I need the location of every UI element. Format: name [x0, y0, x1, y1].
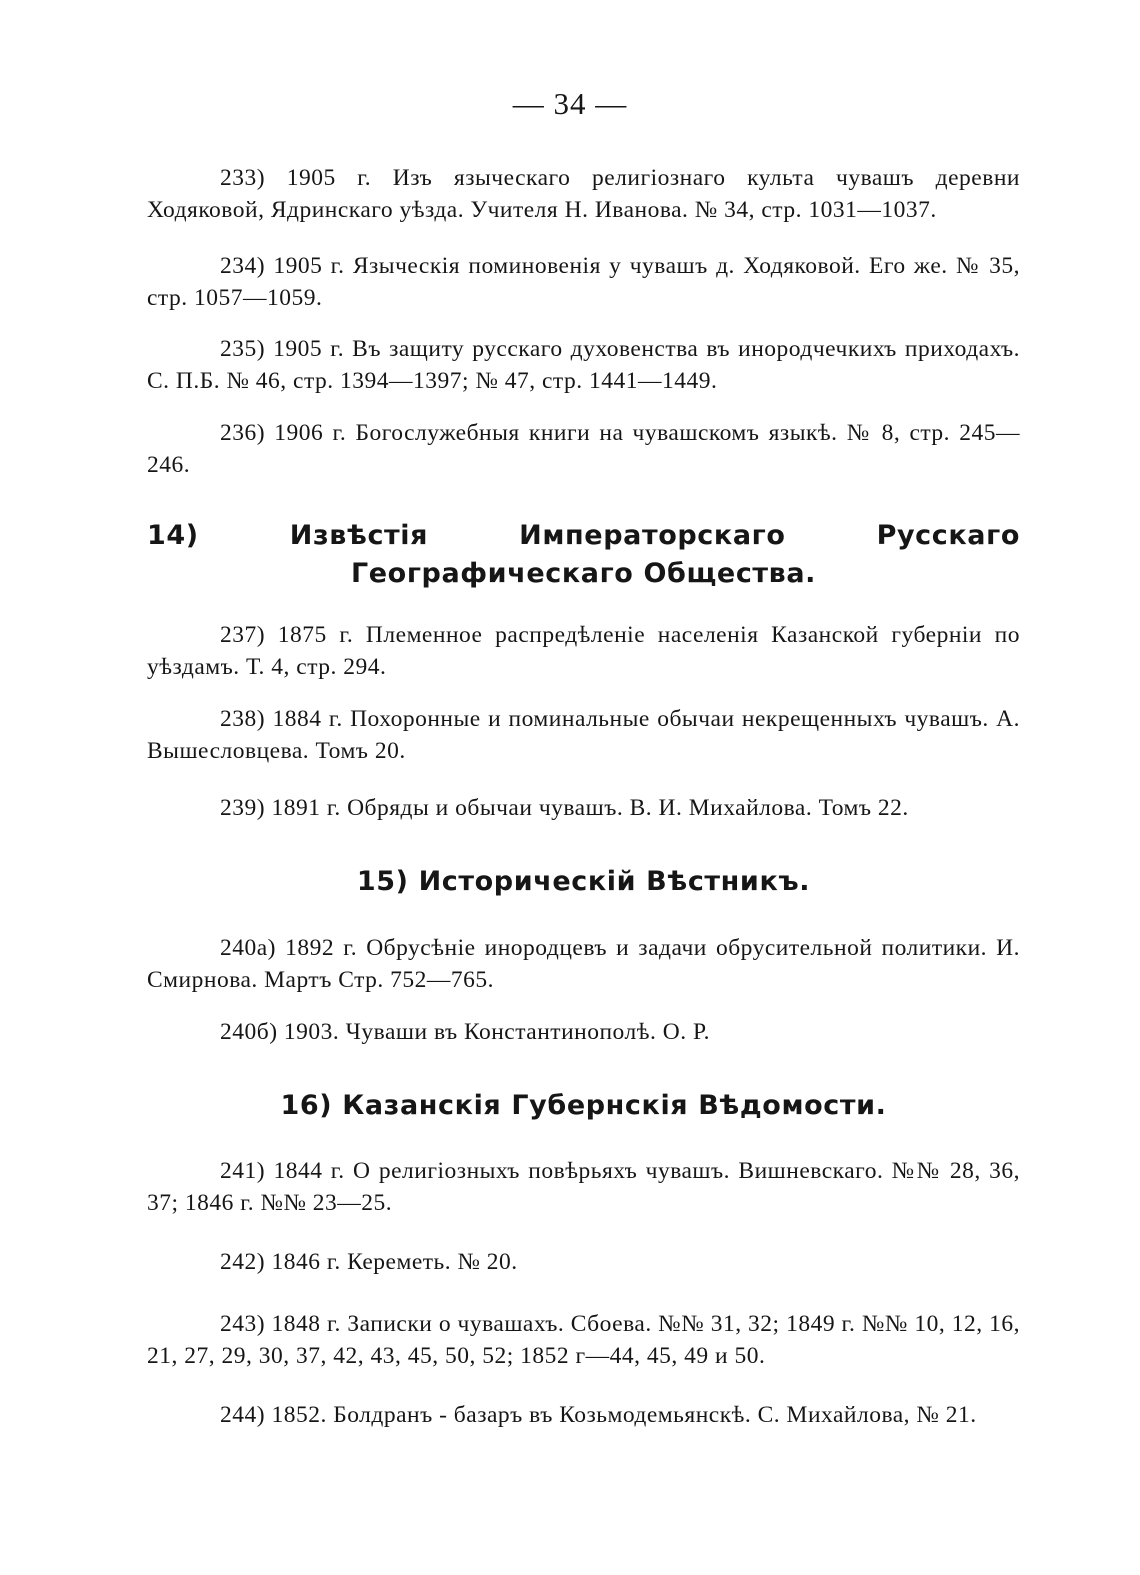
- bibliography-entry-234: 234) 1905 г. Языческія поминовенія у чувашъ д. Ходяковой. Его же. № 35, стр. 1057—1059.: [147, 253, 1020, 311]
- bibliography-entry-236: 236) 1906 г. Богослужебныя книги на чувашскомъ языкѣ. № 8, стр. 245—246.: [147, 420, 1020, 478]
- bibliography-entry-241: 241) 1844 г. О религіозныхъ повѣрьяхъ чувашъ. Вишневскаго. №№ 28, 36, 37; 1846 г. №№ 23—25.: [147, 1158, 1020, 1216]
- bibliography-entry-235: 235) 1905 г. Въ защиту русскаго духовенства въ инородчечкихъ приходахъ. С. П.Б. № 46, стр. 1394—1397; № 47, стр. 1441—1449.: [147, 336, 1020, 394]
- bibliography-entry-239: 239) 1891 г. Обряды и обычаи чувашъ. В. И. Михайлова. Томъ 22.: [220, 795, 909, 821]
- section-heading-14: 14) Извѣстія Императорскаго Русскаго Географическаго Общества.: [147, 520, 1020, 589]
- bibliography-entry-240a: 240а) 1892 г. Обрусѣніе инородцевъ и задачи обрусительной политики. И. Смирнова. Мартъ Стр. 752—765.: [147, 935, 1020, 993]
- page-number: — 34 —: [512, 86, 628, 121]
- bibliography-entry-237: 237) 1875 г. Племенное распредѣленіе населенія Казанской губерніи по уѣздамъ. Т. 4, стр. 294.: [147, 622, 1020, 680]
- bibliography-entry-244: 244) 1852. Болдранъ - базаръ въ Козьмодемьянскѣ. С. Михайлова, № 21.: [220, 1402, 977, 1428]
- bibliography-entry-233: 233) 1905 г. Изъ языческаго религіознаго культа чувашъ деревни Ходяковой, Ядринскаго уѣзда. Учителя Н. Иванова. № 34, стр. 1031—1037.: [147, 165, 1020, 223]
- bibliography-entry-238: 238) 1884 г. Похоронные и поминальные обычаи некрещенныхъ чувашъ. А. Вышесловцева. Томъ 20.: [147, 706, 1020, 764]
- section-heading-15: 15) Историческій Вѣстникъ.: [356, 866, 811, 897]
- bibliography-entry-243: 243) 1848 г. Записки о чувашахъ. Сбоева. №№ 31, 32; 1849 г. №№ 10, 12, 16, 21, 27, 29, 30, 37, 42, 43, 45, 50, 52; 1852 г—44, 45, 49 и 50.: [147, 1311, 1020, 1369]
- bibliography-entry-242: 242) 1846 г. Кереметь. № 20.: [220, 1249, 518, 1275]
- section-heading-16: 16) Казанскія Губернскія Вѣдомости.: [280, 1090, 887, 1121]
- bibliography-entry-240b: 240б) 1903. Чуваши въ Константинополѣ. О. Р.: [220, 1019, 710, 1045]
